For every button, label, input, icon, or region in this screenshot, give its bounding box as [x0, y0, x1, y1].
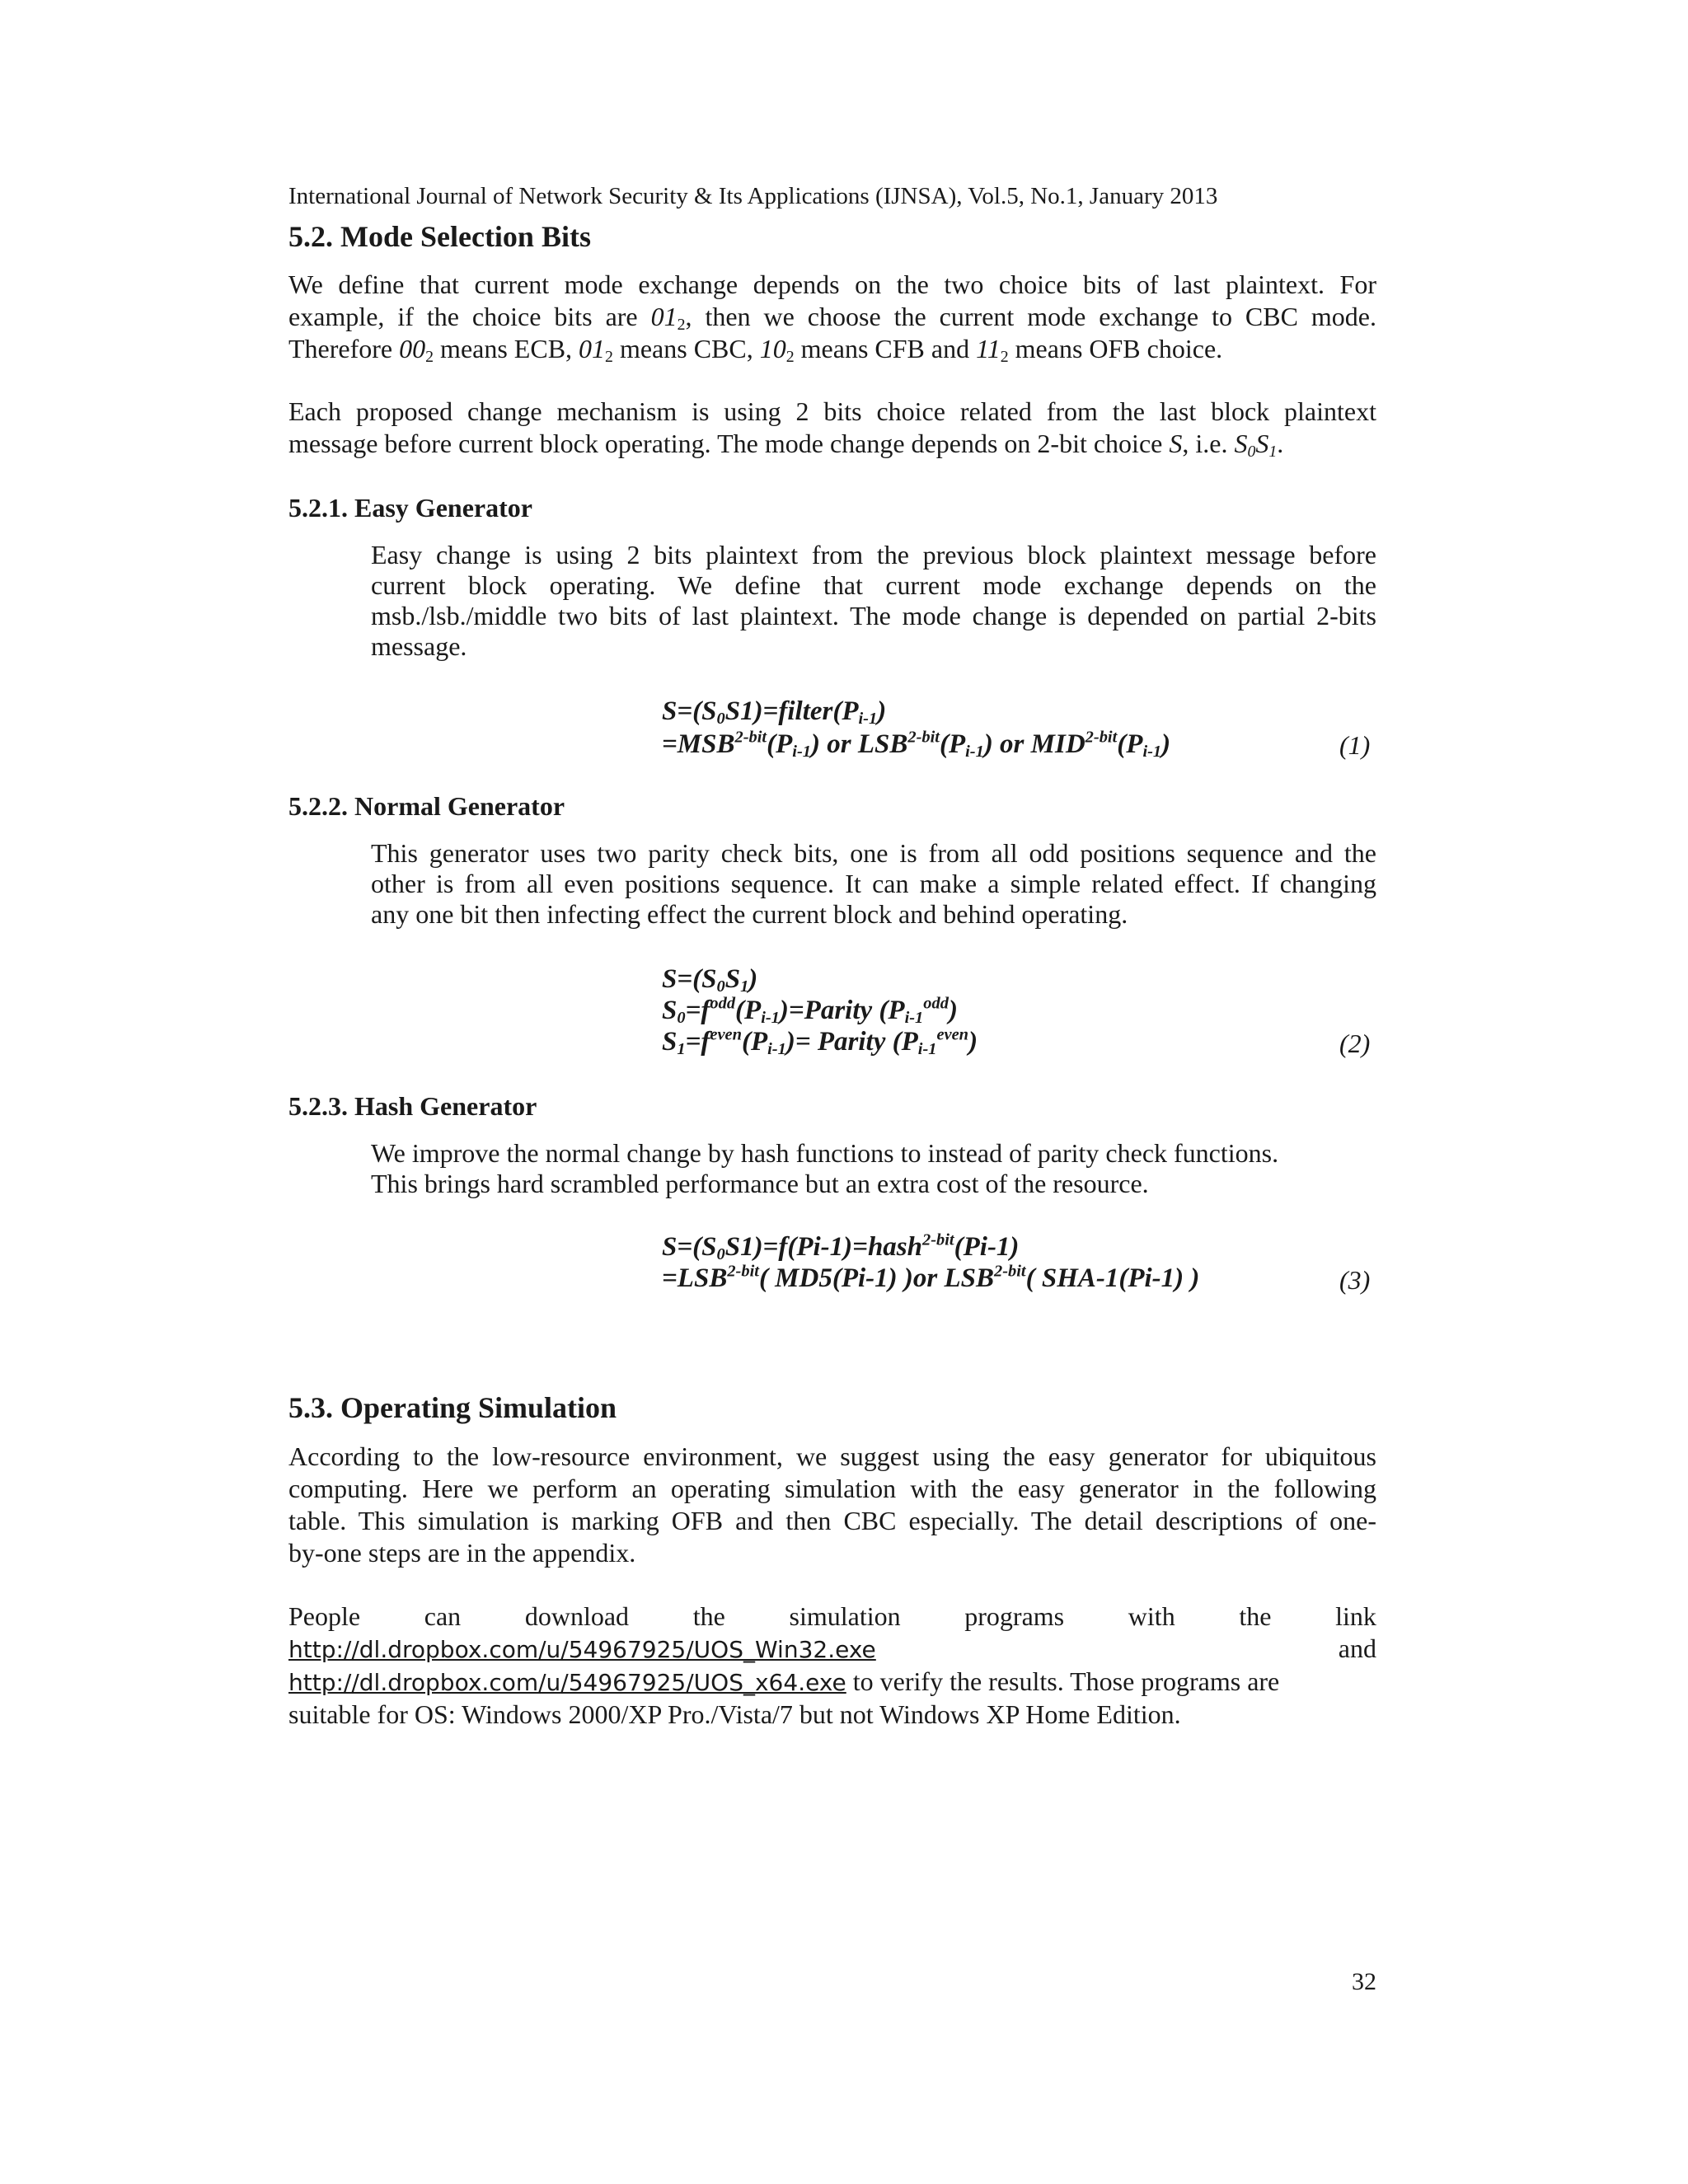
running-header: International Journal of Network Security & Its Applications (IJNSA), Vol.5, No.1, January 2013	[288, 183, 1218, 209]
section-5-2-paragraph-2	[288, 396, 1376, 460]
section-5-2-paragraph-1	[288, 269, 1376, 365]
text-line: According to the low-resource environment, we suggest using the easy generator for ubiquitous	[288, 1441, 1376, 1471]
text-line: We improve the normal change by hash functions to instead of parity check functions.	[371, 1138, 1279, 1168]
text-line: current block operating. We define that current mode exchange depends on the	[371, 570, 1376, 600]
equation-1-line-1: $S=(S_0S1)=filter(P_{i-1})$	[662, 696, 887, 729]
text-line: by-one steps are in the appendix.	[288, 1538, 636, 1568]
download-link-x64[interactable]: http://dl.dropbox.com/u/54967925/UOS_x64.exe	[288, 1669, 846, 1696]
equation-3-line-1: $S=(S_0S1)=f(Pi-1)=hash^{2-bit}(Pi-1)$	[662, 1230, 1020, 1264]
text-line: We define that current mode exchange depends on the two choice bits of last plaintext. For	[288, 269, 1376, 299]
page-number: 32	[1352, 1968, 1376, 1995]
equation-2-line-3: $S_1=f^{even}(P_{i-1})=$ Parity $(P_{i-1}^{even})$	[662, 1025, 978, 1059]
section-5-2-2-paragraph	[371, 838, 1376, 930]
text-line: table. This simulation is marking OFB and then CBC especially. The detail descriptions of one-	[288, 1506, 1376, 1535]
text-line: This generator uses two parity check bits, one is from all odd positions sequence and the	[371, 838, 1376, 868]
equation-2-line-2: $S_0=f^{odd}(P_{i-1})=Parity$ $(P_{i-1}^{odd})$	[662, 994, 958, 1028]
section-5-2-1-paragraph	[371, 540, 1376, 662]
section-5-2-2-heading: 5.2.2. Normal Generator	[288, 791, 565, 821]
text-line: message before current block operating. The mode change depends on 2-bit choice S, i.e. $S_0S_1$.	[288, 429, 1284, 461]
section-5-2-1-heading: 5.2.1. Easy Generator	[288, 493, 532, 523]
text-line: any one bit then infecting effect the current block and behind operating.	[371, 899, 1128, 929]
equation-1-line-2: $=MSB^{2-bit}(P_{i-1})$ or $LSB^{2-bit}(P_{i-1})$ or $MID^{2-bit}(P_{i-1})$	[662, 728, 1171, 762]
text-line: suitable for OS: Windows 2000/XP Pro./Vista/7 but not Windows XP Home Edition.	[288, 1699, 1181, 1729]
section-5-3-paragraph-2	[288, 1601, 1376, 1731]
text-line: Therefore $00_2$ means ECB, $01_2$ means CBC, $10_2$ means CFB and $11_2$ means OFB choice.	[288, 334, 1223, 366]
section-5-3-paragraph-1	[288, 1441, 1376, 1569]
section-5-2-3-paragraph	[371, 1138, 1376, 1199]
equation-2-number: (2)	[1339, 1029, 1371, 1058]
text-line: Each proposed change mechanism is using 2 bits choice related from the last block plaintext	[288, 396, 1376, 426]
download-link-win32[interactable]: http://dl.dropbox.com/u/54967925/UOS_Win32.exe	[288, 1636, 876, 1663]
text-line: msb./lsb./middle two bits of last plaintext. The mode change is depended on partial 2-bits	[371, 601, 1376, 630]
text-line: This brings hard scrambled performance but an extra cost of the resource.	[371, 1169, 1149, 1198]
text-line: example, if the choice bits are $01_2$, then we choose the current mode exchange to CBC mode.	[288, 302, 1377, 334]
text-line: http://dl.dropbox.com/u/54967925/UOS_x64.exe to verify the results. Those programs are	[288, 1666, 1280, 1696]
text-line: People can download the simulation programs with the link	[288, 1601, 1376, 1631]
equation-3-number: (3)	[1339, 1265, 1371, 1295]
equation-1-number: (1)	[1339, 730, 1371, 760]
section-5-3-heading: 5.3. Operating Simulation	[288, 1391, 617, 1424]
text-line: message.	[371, 631, 467, 661]
text-line: Easy change is using 2 bits plaintext from the previous block plaintext message before	[371, 540, 1376, 569]
text-line: other is from all even positions sequence. It can make a simple related effect. If changing	[371, 869, 1376, 898]
text-line: computing. Here we perform an operating simulation with the easy generator in the following	[288, 1474, 1376, 1503]
section-5-2-3-heading: 5.2.3. Hash Generator	[288, 1091, 537, 1121]
text-line: http://dl.dropbox.com/u/54967925/UOS_Win32.exe and	[288, 1633, 1376, 1666]
section-5-2-heading: 5.2. Mode Selection Bits	[288, 220, 591, 253]
equation-3-line-2: $=LSB^{2-bit}$( MD5(Pi-1) )or $LSB^{2-bit}$( SHA-1(Pi-1) )	[662, 1262, 1200, 1293]
equation-2-line-1: $S=(S_0S_1)$	[662, 964, 758, 996]
